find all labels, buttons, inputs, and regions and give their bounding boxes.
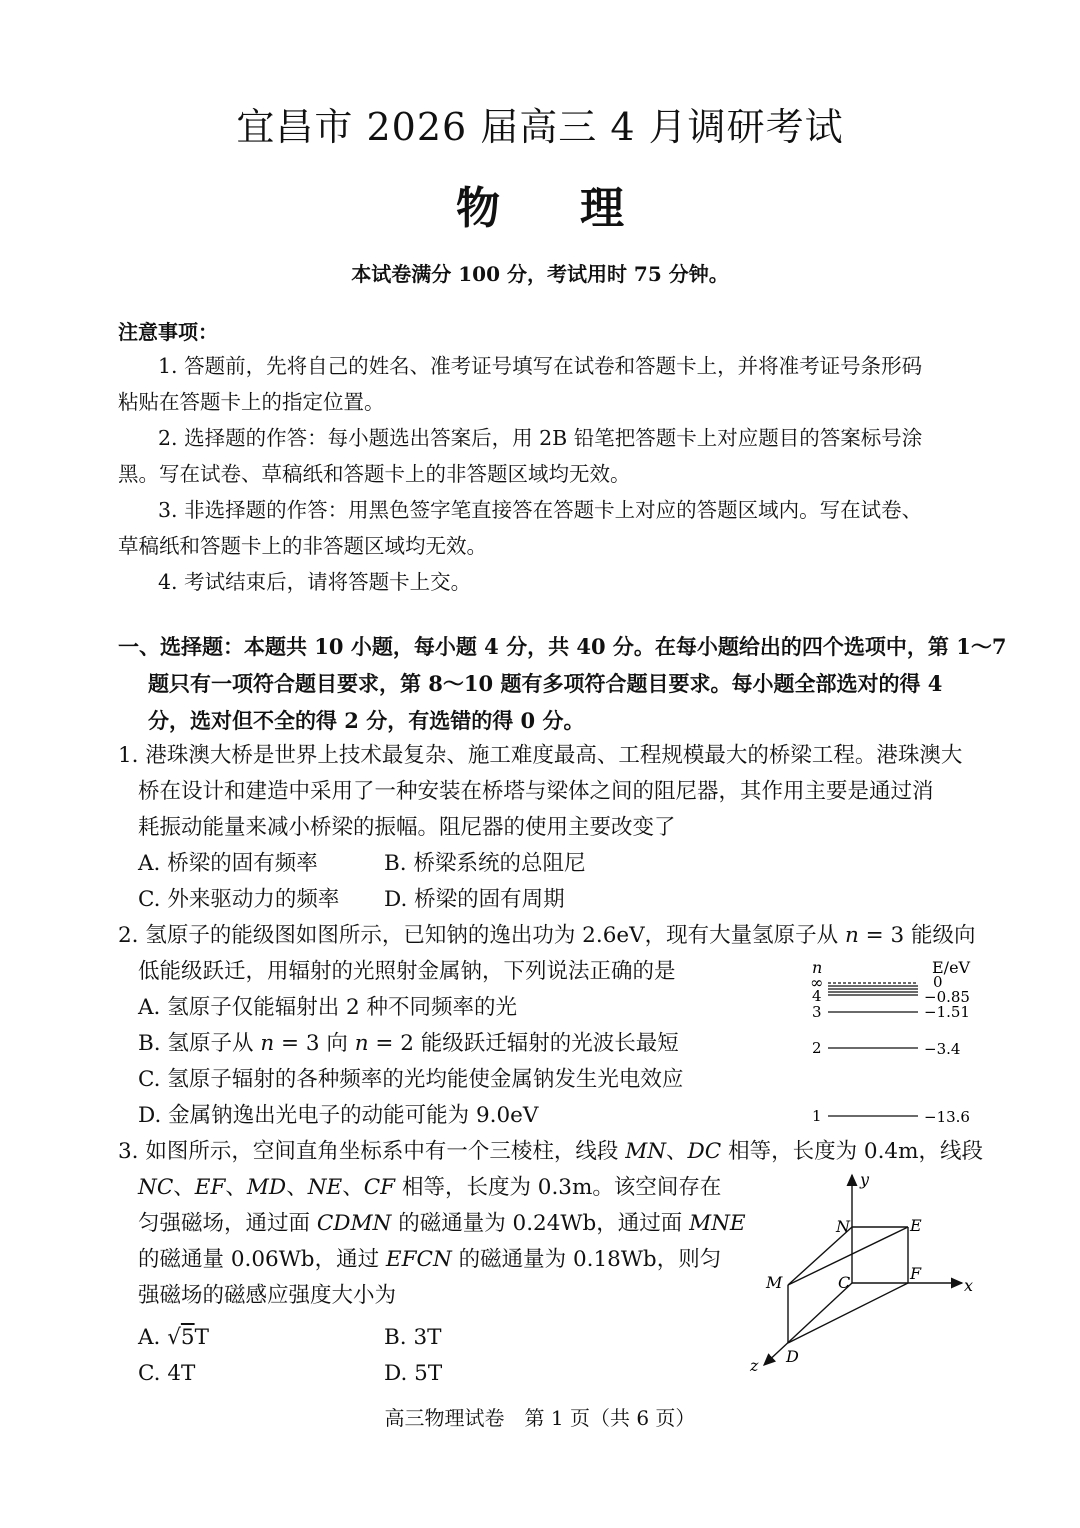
- q2-stem: 2. 氢原子的能级图如图所示，已知钠的逸出功为 2.6eV，现有大量氢原子从 n = 3 能级向: [118, 923, 976, 948]
- q3-option-a: A. √5T: [138, 1325, 209, 1350]
- section-heading: 一、选择题：本题共 10 小题，每小题 4 分，共 40 分。在每小题给出的四个选项中，第 1～7: [118, 634, 1007, 659]
- z-axis: [764, 1283, 852, 1365]
- notice-line: 2. 选择题的作答：每小题选出答案后，用 2B 铅笔把答题卡上对应题目的答案标号涂: [158, 426, 923, 450]
- notice-line: 1. 答题前，先将自己的姓名、准考证号填写在试卷和答题卡上，并将准考证号条形码: [158, 354, 923, 378]
- subject-title: 物理: [456, 183, 704, 234]
- q2-option-c: C. 氢原子辐射的各种频率的光均能使金属钠发生光电效应: [138, 1067, 684, 1092]
- point-label-F: F: [910, 1264, 922, 1283]
- q3-option-d: D. 5T: [384, 1361, 443, 1386]
- axis-label-y: y: [860, 1170, 870, 1189]
- level-n: 2: [812, 1039, 822, 1057]
- q3-stem: 3. 如图所示，空间直角坐标系中有一个三棱柱，线段 MN、DC 相等，长度为 0.4m，线段: [118, 1139, 983, 1164]
- q2-option-d: D. 金属钠逸出光电子的动能可能为 9.0eV: [138, 1103, 539, 1128]
- point-label-C: C: [838, 1273, 851, 1292]
- sqrt-sign: √: [167, 1325, 181, 1350]
- axis-label-x: x: [964, 1276, 974, 1295]
- point-label-E: E: [910, 1216, 922, 1235]
- q3-stem: NC、EF、MD、NE、CF 相等，长度为 0.3m。该空间存在: [138, 1175, 722, 1200]
- section-heading: 分，选对但不全的得 2 分，有选错的得 0 分。: [148, 708, 585, 733]
- q1-option-c: C. 外来驱动力的频率: [138, 887, 340, 912]
- point-label-N: N: [836, 1217, 850, 1236]
- exam-meta: 本试卷满分 100 分，考试用时 75 分钟。: [351, 262, 729, 286]
- level-n: 4: [812, 987, 822, 1005]
- energy-level-diagram: [800, 955, 980, 1130]
- q2-option-a: A. 氢原子仅能辐射出 2 种不同频率的光: [138, 995, 518, 1020]
- q2-stem: 低能级跃迁，用辐射的光照射金属钠，下列说法正确的是: [138, 959, 676, 984]
- notice-line: 4. 考试结束后，请将答题卡上交。: [158, 570, 472, 594]
- q1-option-a: A. 桥梁的固有频率: [138, 851, 318, 876]
- q3-option-b: B. 3T: [384, 1325, 442, 1350]
- q3-stem: 强磁场的磁感应强度大小为: [138, 1283, 397, 1308]
- q1-stem: 1. 港珠澳大桥是世界上技术最复杂、施工难度最高、工程规模最大的桥梁工程。港珠澳大: [118, 743, 963, 768]
- point-label-D: D: [786, 1347, 799, 1366]
- diagram-e-label: E/eV: [932, 958, 971, 977]
- point-label-M: M: [766, 1273, 783, 1292]
- notice-line: 黑。写在试卷、草稿纸和答题卡上的非答题区域均无效。: [118, 462, 631, 486]
- prism-figure: [740, 1165, 980, 1380]
- section-heading: 题只有一项符合题目要求，第 8～10 题有多项符合题目要求。每小题全部选对的得 4: [148, 671, 943, 696]
- level-e: −13.6: [924, 1108, 970, 1126]
- level-n: 1: [812, 1107, 822, 1125]
- page-footer: 高三物理试卷 第 1 页（共 6 页）: [384, 1406, 696, 1430]
- q1-stem: 桥在设计和建造中采用了一种安装在桥塔与梁体之间的阻尼器，其作用主要是通过消: [138, 779, 934, 804]
- level-e: −0.85: [924, 988, 970, 1006]
- q3-stem: 匀强磁场，通过面 CDMN 的磁通量为 0.24Wb，通过面 MNE: [138, 1211, 746, 1236]
- level-n: 3: [812, 1003, 822, 1021]
- level-n: ∞: [810, 973, 824, 992]
- exam-title: 宜昌市 2026 届高三 4 月调研考试: [236, 105, 844, 149]
- q2-option-b: B. 氢原子从 n = 3 向 n = 2 能级跃迁辐射的光波长最短: [138, 1031, 679, 1056]
- q1-option-b: B. 桥梁系统的总阻尼: [384, 851, 586, 876]
- notice-heading: 注意事项：: [118, 320, 218, 344]
- axis-label-z: z: [750, 1356, 759, 1375]
- q3-option-c: C. 4T: [138, 1361, 196, 1386]
- level-e: 0: [933, 973, 943, 991]
- level-e: −3.4: [924, 1040, 961, 1058]
- level-e: −1.51: [924, 1003, 970, 1021]
- notice-line: 粘贴在答题卡上的指定位置。: [118, 390, 385, 414]
- q1-stem: 耗振动能量来减小桥梁的振幅。阻尼器的使用主要改变了: [138, 815, 676, 840]
- q1-option-d: D. 桥梁的固有周期: [384, 887, 565, 912]
- diagram-n-label: n: [812, 958, 823, 977]
- notice-line: 草稿纸和答题卡上的非答题区域均无效。: [118, 534, 487, 558]
- notice-line: 3. 非选择题的作答：用黑色签字笔直接答在答题卡上对应的答题区域内。写在试卷、: [158, 498, 923, 522]
- q3-stem: 的磁通量 0.06Wb，通过 EFCN 的磁通量为 0.18Wb，则匀: [138, 1247, 722, 1272]
